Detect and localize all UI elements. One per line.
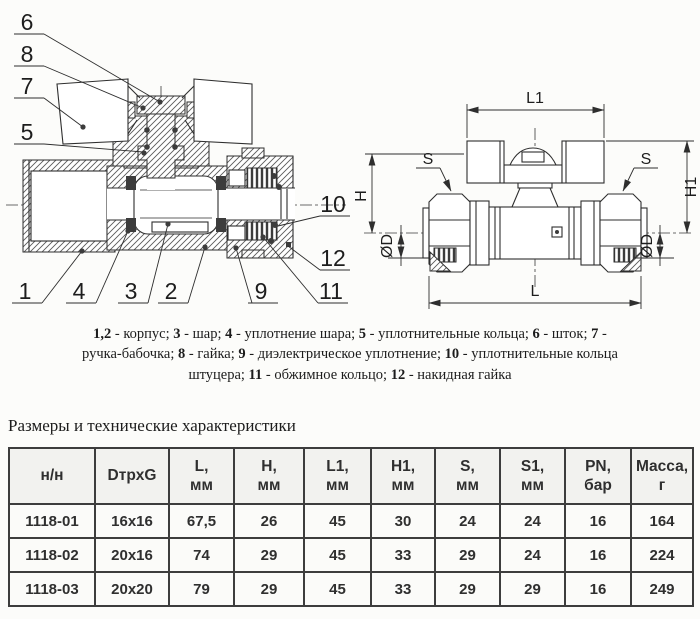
table-cell: 1118-02 xyxy=(9,538,95,572)
table-cell: 79 xyxy=(169,572,234,606)
dim-label-s-left: S xyxy=(422,151,434,168)
table-cell: 24 xyxy=(500,538,565,572)
table-cell: 29 xyxy=(435,538,500,572)
table-row xyxy=(9,504,693,538)
table-cell: 30 xyxy=(371,504,435,538)
dim-label-s-right: S xyxy=(640,151,652,168)
table-cell: 20x16 xyxy=(95,538,169,572)
callout-2: 2 xyxy=(164,278,178,304)
table-cell: 24 xyxy=(500,504,565,538)
callout-4: 4 xyxy=(72,278,86,304)
table-cell: 26 xyxy=(234,504,304,538)
table-cell: 20x20 xyxy=(95,572,169,606)
callout-10: 10 xyxy=(320,191,346,217)
table-cell: 1118-03 xyxy=(9,572,95,606)
callout-8: 8 xyxy=(20,41,34,67)
dim-label-h1: H1 xyxy=(683,176,700,198)
table-cell: 29 xyxy=(500,572,565,606)
callout-6: 6 xyxy=(20,9,34,35)
column-header: H, мм xyxy=(234,448,304,504)
table-cell: 16 xyxy=(565,538,631,572)
table-row xyxy=(9,572,693,606)
table-cell: 16x16 xyxy=(95,504,169,538)
column-header: L, мм xyxy=(169,448,234,504)
dim-label-l: L xyxy=(530,283,540,300)
valve-dimension-drawing xyxy=(352,80,700,320)
column-header: DтрxG xyxy=(95,448,169,504)
table-cell: 45 xyxy=(304,538,371,572)
table-cell: 45 xyxy=(304,504,371,538)
table-cell: 67,5 xyxy=(169,504,234,538)
table-header-row xyxy=(9,448,693,504)
dim-label-d-left: ØD xyxy=(379,234,396,258)
table-cell: 29 xyxy=(435,572,500,606)
table-cell: 74 xyxy=(169,538,234,572)
parts-legend xyxy=(80,324,620,385)
callout-11: 11 xyxy=(319,278,343,304)
column-header: PN, бар xyxy=(565,448,631,504)
specifications-table xyxy=(8,447,694,607)
table-title: Размеры и технические характеристики xyxy=(8,416,296,435)
table-cell: 33 xyxy=(371,538,435,572)
table-cell: 33 xyxy=(371,572,435,606)
table-cell: 224 xyxy=(631,538,693,572)
callout-5: 5 xyxy=(20,119,34,145)
legend-text: 1,2 - корпус; 3 - шар; 4 - уплотнение шара; 5 - уплотнительные кольца; 6 - шток; 7 - ручка-бабочка; 8 - гайка; 9 - диэлектрическое уплотнение; 10 - уплотнительные кольца штуцера; 11 - обжимное кольцо; 12 - накидная гайка xyxy=(82,326,618,383)
column-header: H1, мм xyxy=(371,448,435,504)
callout-9: 9 xyxy=(254,278,268,304)
table-cell: 29 xyxy=(234,572,304,606)
callout-3: 3 xyxy=(124,278,138,304)
callout-7: 7 xyxy=(20,73,34,99)
column-header: S1, мм xyxy=(500,448,565,504)
table-cell: 29 xyxy=(234,538,304,572)
callout-12: 12 xyxy=(320,245,346,271)
table-cell: 249 xyxy=(631,572,693,606)
table-body xyxy=(9,504,693,606)
table-cell: 45 xyxy=(304,572,371,606)
column-header: Масса, г xyxy=(631,448,693,504)
butterfly-handle-outline xyxy=(467,141,604,207)
valve-cross-section-drawing xyxy=(0,0,352,322)
callout-1: 1 xyxy=(18,278,32,304)
dim-label-h: H xyxy=(353,190,370,202)
column-header: S, мм xyxy=(435,448,500,504)
table-cell: 16 xyxy=(565,504,631,538)
table-cell: 24 xyxy=(435,504,500,538)
column-header: н/н xyxy=(9,448,95,504)
dim-label-d-right: ØD xyxy=(639,234,656,258)
table-cell: 1118-01 xyxy=(9,504,95,538)
dim-label-l1: L1 xyxy=(526,90,544,107)
table-cell: 16 xyxy=(565,572,631,606)
table-cell: 164 xyxy=(631,504,693,538)
table-row xyxy=(9,538,693,572)
column-header: L1, мм xyxy=(304,448,371,504)
